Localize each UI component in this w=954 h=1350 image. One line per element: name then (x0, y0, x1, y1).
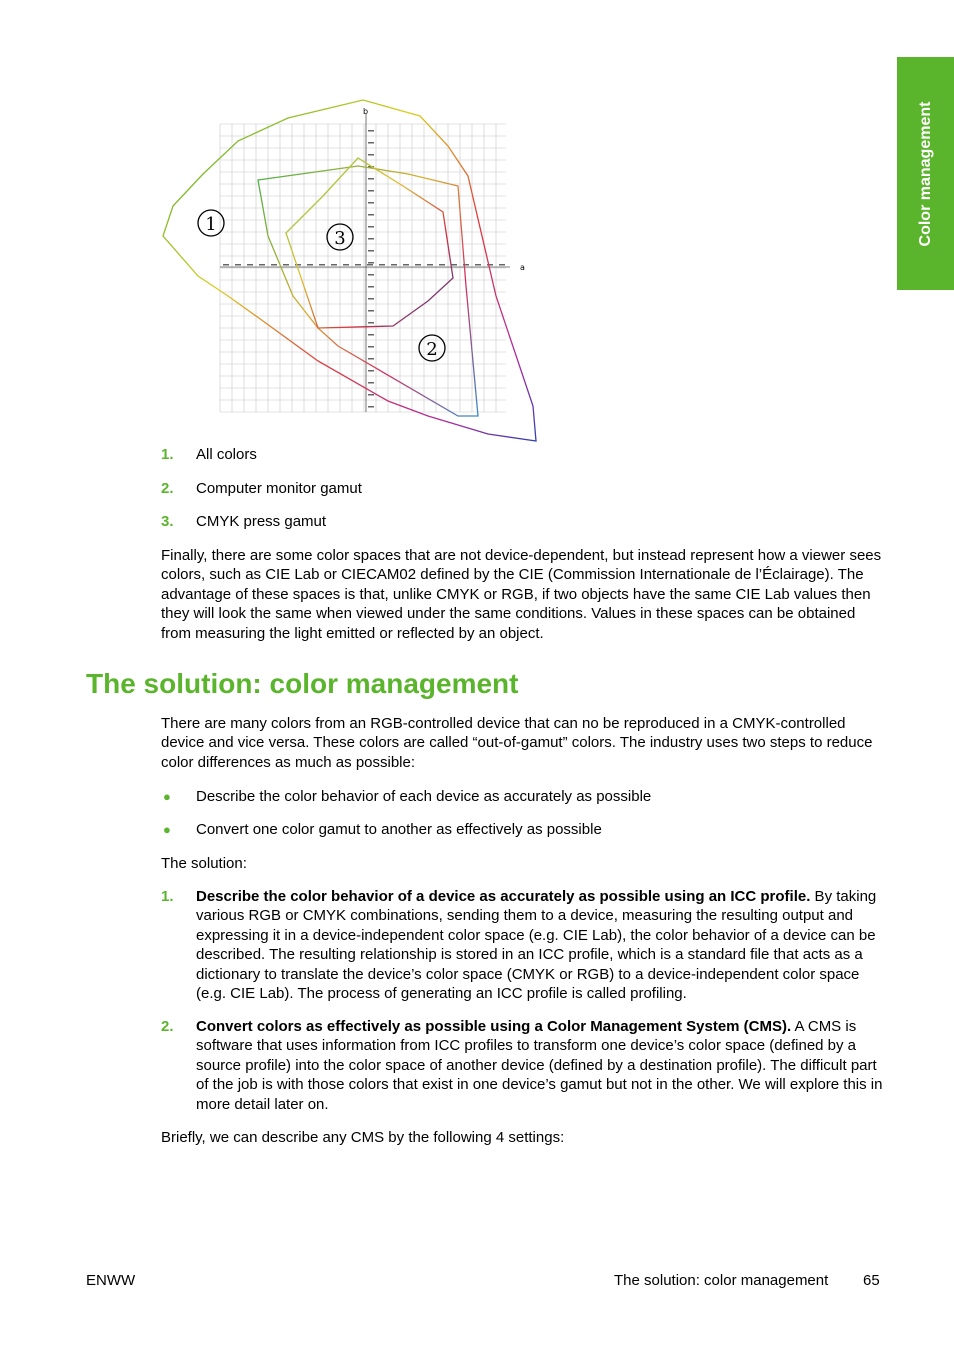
legend-item-2 (161, 479, 883, 498)
legend-text: All colors (196, 446, 257, 463)
gamut-label-3-text: 3 (334, 228, 346, 249)
tick-mark (368, 346, 374, 348)
tick-mark (368, 154, 374, 156)
legend-text: CMYK press gamut (196, 513, 327, 530)
tick-mark (283, 264, 289, 266)
legend-num: 2. (161, 480, 174, 497)
side-tab-label: Color management (916, 101, 934, 246)
step-bold-text: Convert colors as effectively as possible using a Color Management System (CMS). (196, 1018, 792, 1035)
solution-label: The solution: (161, 855, 247, 872)
tick-mark (223, 264, 229, 266)
tick-mark (499, 264, 505, 266)
step-item-1 (161, 887, 883, 1003)
tick-mark (368, 130, 374, 132)
tick-mark (368, 370, 374, 372)
tick-mark (368, 178, 374, 180)
tick-mark (368, 286, 374, 288)
tick-mark (415, 264, 421, 266)
gamut-label-2-text: 2 (426, 339, 438, 360)
legend-text: Computer monitor gamut (196, 480, 362, 497)
gamut-label-1-text: 1 (205, 214, 217, 235)
cmyk-gamut (286, 158, 453, 328)
tick-mark (319, 264, 325, 266)
footer-title: The solution: color management (614, 1272, 829, 1289)
tick-mark (368, 358, 374, 360)
gamut-diagram (158, 96, 548, 446)
tick-mark (427, 264, 433, 266)
tick-mark (487, 264, 493, 266)
tick-mark (368, 322, 374, 324)
tick-mark (368, 298, 374, 300)
bullet-dot-icon: ● (163, 822, 171, 837)
tick-mark (235, 264, 241, 266)
tick-mark (368, 190, 374, 192)
tick-mark (391, 264, 397, 266)
footer-left: ENWW (86, 1272, 136, 1289)
legend-num: 1. (161, 446, 174, 463)
tick-mark (367, 264, 373, 266)
tick-mark (368, 142, 374, 144)
tick-mark (307, 264, 313, 266)
tick-mark (439, 264, 445, 266)
legend-item-3 (161, 512, 883, 531)
step-body-text: By taking various RGB or CMYK combinations, sending them to a device, measuring the resulting output and expressing it in a device-independent color space (e.g. CIE Lab), the color behavior of a device can be described. The resulting relationship is stored in an ICC profile, which is a standard file that acts as a dictionary to translate the device’s color space (CMYK or RGB) to a device-independent color space (e.g. CIE Lab). The process of generating an ICC profile is called profiling. (196, 888, 877, 1003)
step-num: 2. (161, 1018, 174, 1035)
tick-mark (451, 264, 457, 266)
legend-item-1 (161, 445, 883, 464)
tick-mark (475, 264, 481, 266)
step-bold-text: Describe the color behavior of a device as accurately as possible using an ICC profile. (196, 888, 811, 905)
tick-mark (355, 264, 361, 266)
tick-mark (368, 310, 374, 312)
bullet-item-1 (161, 787, 883, 806)
step-text (196, 887, 883, 1003)
bullet-text: Describe the color behavior of each device as accurately as possible (196, 788, 652, 805)
step-item-2 (161, 1017, 883, 1114)
gamut-label-3 (327, 224, 353, 250)
footer-page-number: 65 (863, 1272, 880, 1289)
tick-mark (331, 264, 337, 266)
tick-mark (368, 274, 374, 276)
section-heading: The solution: color management (86, 668, 519, 699)
tick-mark (368, 214, 374, 216)
tick-mark (368, 406, 374, 408)
step-body-text: A CMS is software that uses information from ICC profiles to transform one device’s color space (defined by a source profile) into the color space of another device (defined by a destination profile). The difficult part of the job is with those colors that exist in one device’s gamut but not in the other. We will explore this in more detail later on. (196, 1018, 883, 1113)
tick-mark (403, 264, 409, 266)
tick-mark (368, 394, 374, 396)
bullet-dot-icon: ● (163, 789, 171, 804)
tick-mark (368, 226, 374, 228)
tick-mark (271, 264, 277, 266)
gamut-label-2 (419, 335, 445, 361)
tick-mark (368, 334, 374, 336)
tick-mark (368, 202, 374, 204)
b-axis-label: b (363, 107, 369, 116)
tick-mark (368, 238, 374, 240)
tick-mark (247, 264, 253, 266)
side-tab (897, 57, 954, 290)
all-colors-gamut (163, 100, 536, 441)
tick-mark (379, 264, 385, 266)
step-text (196, 1017, 883, 1114)
intro-paragraph: Finally, there are some color spaces that are not device-dependent, but instead represent how a viewer sees colors, such as CIE Lab or CIECAM02 defined by the CIE (Commission Internationale de l’Éclairage). The advantage of these spaces is that, unlike CMYK or RGB, if two objects have the same CIE Lab values then they will look the same when viewed under the same conditions. Values in these spaces can be obtained from measuring the light emitted or reflected by an object. (161, 547, 882, 642)
legend-num: 3. (161, 513, 174, 530)
closing-paragraph: Briefly, we can describe any CMS by the following 4 settings: (161, 1129, 565, 1146)
tick-mark (259, 264, 265, 266)
step-num: 1. (161, 888, 174, 905)
bullet-item-2 (161, 820, 883, 839)
solution-paragraph: There are many colors from an RGB-controlled device that can no be reproduced in a CMYK-controlled device and vice versa. These colors are called “out-of-gamut” colors. The industry uses two steps to reduce color differences as much as possible: (161, 715, 873, 771)
tick-mark (343, 264, 349, 266)
tick-mark (368, 382, 374, 384)
a-axis-label: a (520, 263, 525, 272)
tick-mark (368, 250, 374, 252)
bullet-text: Convert one color gamut to another as effectively as possible (196, 821, 602, 838)
tick-mark (368, 262, 374, 264)
